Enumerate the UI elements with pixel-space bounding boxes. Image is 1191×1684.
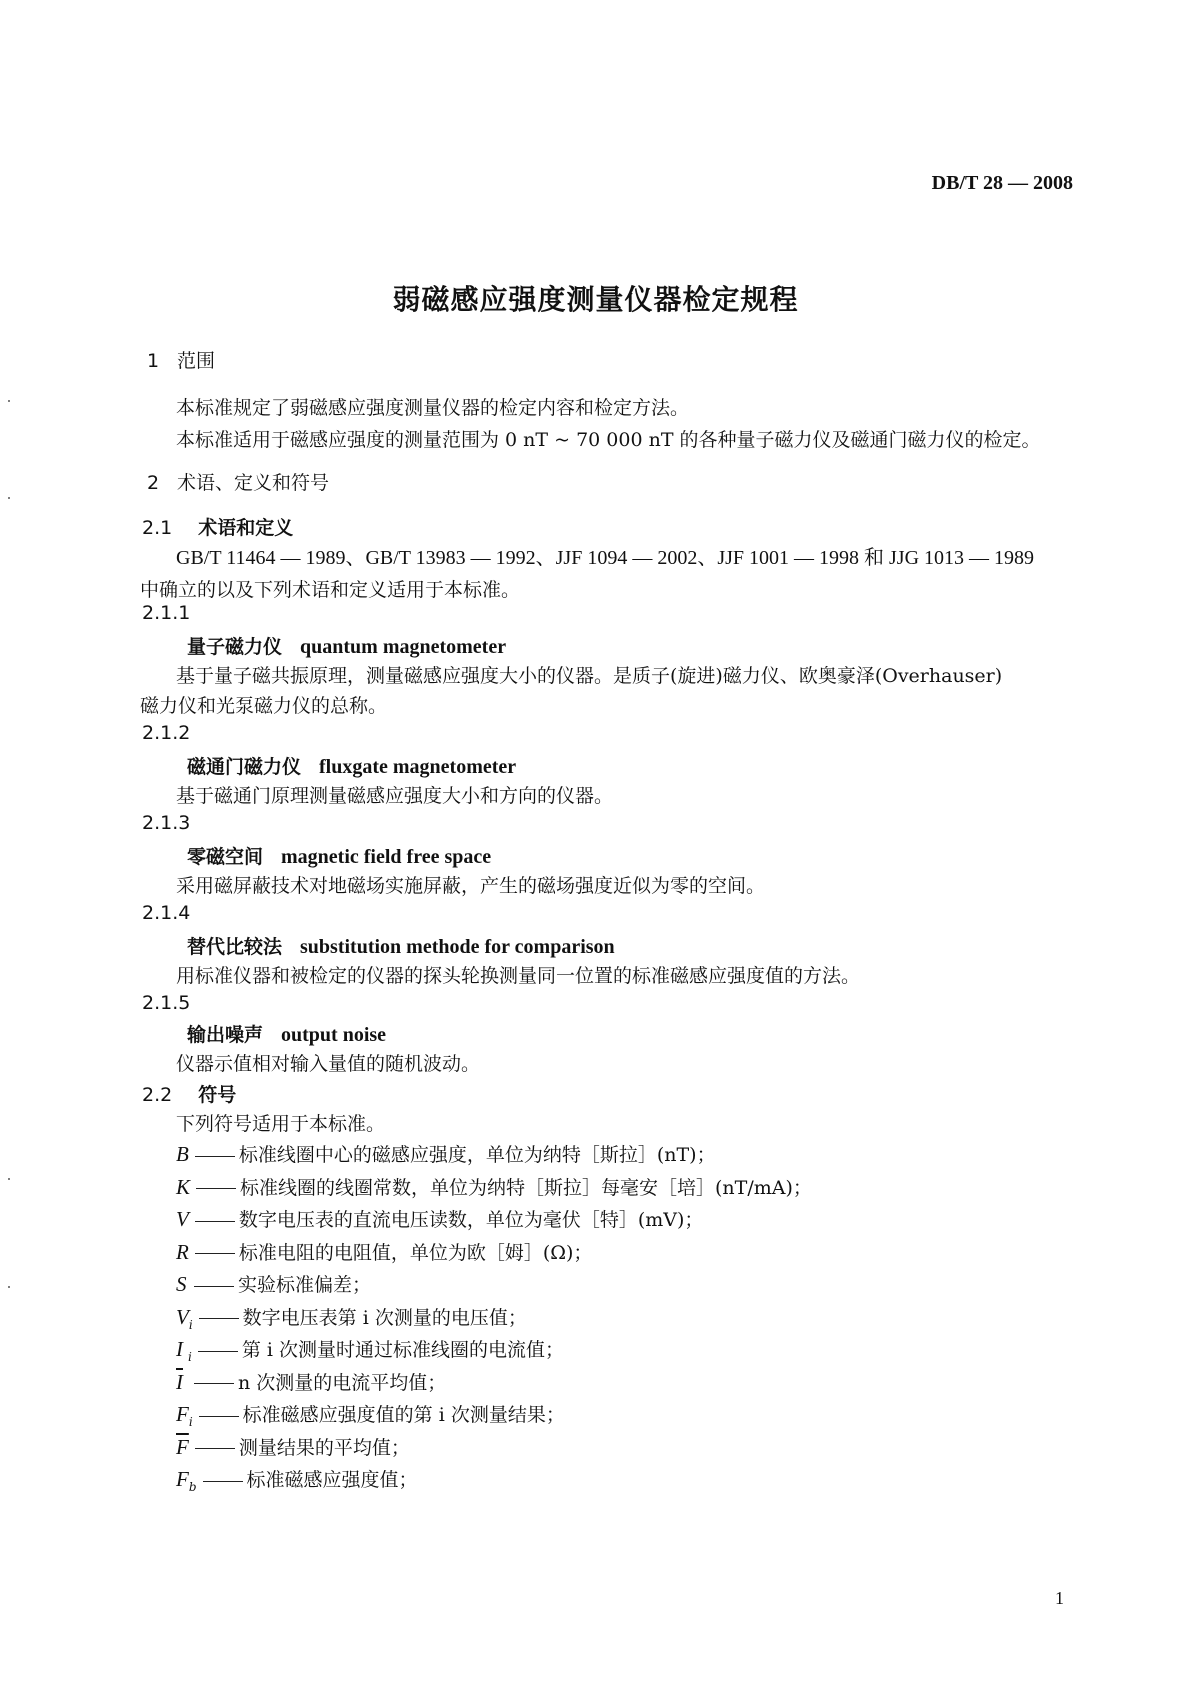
symbol-dash [195, 1253, 235, 1254]
symbol-row [176, 1173, 812, 1200]
symbol-letter: V [176, 1207, 189, 1231]
symbol-row [176, 1400, 565, 1429]
term-heading [187, 932, 615, 959]
symbol-description: 标准线圈中心的磁感应强度，单位为纳特［斯拉］(nT)； [238, 1144, 716, 1166]
symbol-row [176, 1465, 418, 1494]
symbol-letter: $\overline{F}$ [176, 1434, 189, 1459]
section-number: 2.1 [142, 517, 173, 539]
term-heading [187, 632, 506, 659]
symbol-dash [198, 1351, 238, 1352]
symbol-description: 标准线圈的线圈常数，单位为纳特［斯拉］每毫安［培］(nT/mA)； [240, 1176, 812, 1199]
scan-speck [8, 400, 10, 402]
symbol-description: 标准电阻的电阻值，单位为欧［姆］(Ω)； [238, 1241, 593, 1264]
symbol-dash [203, 1481, 243, 1482]
symbol-row [176, 1433, 410, 1460]
section-2-2-heading [142, 1080, 236, 1107]
symbol-row [176, 1270, 371, 1297]
symbol-dash [194, 1383, 234, 1384]
scan-speck [8, 1286, 10, 1288]
term-definition-line-1: 基于量子磁共振原理，测量磁感应强度大小的仪器。是质子(旋进)磁力仪、欧奥豪泽(Overhauser) [176, 665, 1003, 687]
section-number: 2 [147, 472, 160, 494]
section-number: 2.2 [142, 1084, 173, 1106]
term-en: quantum magnetometer [300, 636, 507, 658]
term-en: substitution methode for comparison [300, 936, 615, 958]
symbol-description: 数字电压表的直流电压读数，单位为毫伏［特］(mV)； [238, 1209, 704, 1231]
symbol-row [176, 1368, 446, 1395]
scan-speck [8, 497, 10, 499]
term-en: output noise [281, 1024, 387, 1046]
section-2-1-paragraph-line-1: GB/T 11464 — 1989、GB/T 13983 — 1992、JJF 1094 — 2002、JJF 1001 — 1998 和 JJG 1013 — 1989 [176, 547, 1035, 569]
symbol-row [176, 1335, 564, 1364]
term-number: 2.1.2 [142, 722, 191, 744]
symbol-row [176, 1140, 716, 1167]
symbol-row [176, 1205, 703, 1232]
term-en: magnetic field free space [281, 846, 492, 868]
symbol-dash [196, 1188, 236, 1189]
term-definition: 采用磁屏蔽技术对地磁场实施屏蔽，产生的磁场强度近似为零的空间。 [176, 875, 766, 897]
symbol-description: 测量结果的平均值； [238, 1436, 410, 1459]
symbol-dash [194, 1286, 234, 1287]
symbols-intro: 下列符号适用于本标准。 [176, 1113, 386, 1135]
section-title: 术语、定义和符号 [177, 472, 330, 494]
section-1-paragraph-2: 本标准适用于磁感应强度的测量范围为 0 nT ~ 70 000 nT 的各种量子磁力仪及磁通门磁力仪的检定。 [176, 429, 1041, 451]
symbol-letter: F [176, 1467, 189, 1491]
section-1-heading [147, 346, 215, 373]
term-heading [187, 752, 516, 779]
symbol-dash [195, 1156, 235, 1157]
symbol-letter: F [176, 1402, 189, 1426]
symbol-letter: $\overline{I}$ [176, 1369, 183, 1394]
section-title: 术语和定义 [198, 517, 294, 539]
section-number: 1 [147, 350, 160, 372]
symbol-subscript: i [188, 1317, 193, 1332]
section-title: 符号 [198, 1084, 237, 1106]
symbol-description: 第 i 次测量时通过标准线圈的电流值； [241, 1339, 565, 1361]
symbol-description: 标准磁感应强度值的第 i 次测量结果； [242, 1404, 565, 1426]
section-1-paragraph-1: 本标准规定了弱磁感应强度测量仪器的检定内容和检定方法。 [176, 397, 690, 419]
symbol-letter: V [176, 1304, 189, 1329]
symbol-dash [199, 1318, 239, 1319]
section-2-1-heading [142, 513, 293, 540]
symbol-row [176, 1303, 527, 1332]
term-heading [187, 1020, 386, 1047]
symbol-letter: S [176, 1272, 187, 1296]
standard-number: DB/T 28 — 2008 [931, 172, 1073, 194]
section-2-1-paragraph-line-2: 中确立的以及下列术语和定义适用于本标准。 [140, 579, 521, 601]
term-en: fluxgate magnetometer [319, 756, 517, 778]
term-zh: 磁通门磁力仪 [187, 756, 302, 778]
symbol-letter: R [176, 1239, 189, 1264]
term-heading [187, 842, 491, 869]
symbol-dash [195, 1448, 235, 1449]
term-zh: 零磁空间 [187, 846, 264, 868]
symbol-letter: B [176, 1142, 189, 1166]
symbol-letter: K [176, 1174, 191, 1199]
scan-speck [8, 1178, 10, 1180]
symbol-description: 实验标准偏差； [238, 1274, 372, 1296]
symbol-letter: I [176, 1337, 183, 1361]
document-title: 弱磁感应强度测量仪器检定规程 [392, 283, 799, 316]
term-definition-line-2: 磁力仪和光泵磁力仪的总称。 [140, 695, 388, 717]
term-zh: 输出噪声 [187, 1024, 264, 1046]
symbol-description: 数字电压表第 i 次测量的电压值； [242, 1306, 527, 1329]
term-definition: 基于磁通门原理测量磁感应强度大小和方向的仪器。 [176, 785, 614, 807]
page-number: 1 [1055, 1588, 1064, 1608]
term-definition: 仪器示值相对输入量值的随机波动。 [176, 1053, 481, 1075]
term-number: 2.1.1 [142, 602, 191, 624]
section-2-heading [147, 468, 329, 495]
symbol-subscript: i [188, 1414, 193, 1429]
symbol-description: n 次测量的电流平均值； [238, 1371, 447, 1394]
symbol-dash [195, 1221, 235, 1222]
symbol-dash [199, 1416, 239, 1417]
term-zh: 替代比较法 [187, 936, 283, 958]
term-definition: 用标准仪器和被检定的仪器的探头轮换测量同一位置的标准磁感应强度值的方法。 [176, 965, 861, 987]
symbol-subscript: i [188, 1349, 192, 1364]
term-number: 2.1.4 [142, 902, 191, 924]
term-zh: 量子磁力仪 [187, 636, 283, 658]
section-title: 范围 [177, 350, 216, 372]
symbol-row [176, 1238, 592, 1265]
term-number: 2.1.5 [142, 992, 191, 1014]
symbol-subscript: b [188, 1479, 197, 1494]
symbol-description: 标准磁感应强度值； [246, 1469, 418, 1491]
term-number: 2.1.3 [142, 812, 191, 834]
